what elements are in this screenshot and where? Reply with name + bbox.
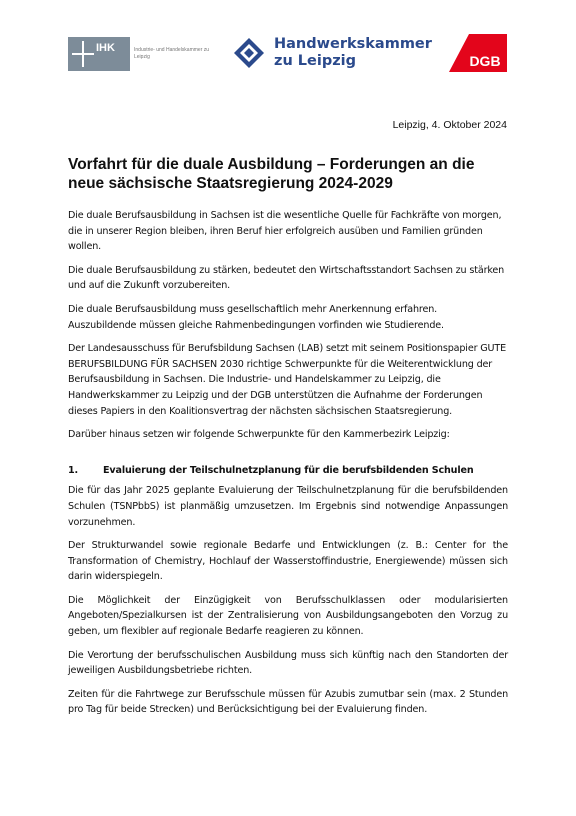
hwk-logo (234, 36, 432, 70)
letterhead (0, 0, 576, 80)
intro-paragraph-5: Darüber hinaus setzen wir folgende Schwerpunkte für den Kammerbezirk Leipzig: (68, 429, 450, 441)
title-line-2: neue sächsische Staatsregierung 2024-2029 (68, 175, 393, 192)
ihk-logo (68, 37, 214, 71)
section-1-paragraph-5: Zeiten für die Fahrtwege zur Berufsschule müssen für Azubis zumutbar sein (max. 2 Stunden pro Tag für beide Strecken) und Berücksichtigung bei der Evaluierung finden. (68, 688, 508, 716)
dgb-logo (449, 34, 507, 72)
letter-date: Leipzig, 4. Oktober 2024 (392, 119, 507, 131)
title-line-1: Vorfahrt für die duale Ausbildung – Forderungen an die (68, 156, 475, 173)
intro-paragraph-2: Die duale Berufsausbildung zu stärken, bedeutet den Wirtschaftsstandort Sachsen zu stärken und auf die Zukunft vorzubereiten. (68, 264, 505, 292)
ihk-name: Industrie- und Handelskammer zu Leipzig (134, 47, 210, 60)
section-1-paragraph-2: Der Strukturwandel sowie regionale Bedarfe und Entwicklungen (z. B.: Center for the Transformation of Chemistry, Hochlauf der Wasserstoffindustrie, Energiewende) müssen sich darin widerspiegeln. (68, 540, 508, 583)
hwk-diamond-icon (234, 38, 264, 68)
section-1-paragraph-3: Die Möglichkeit der Einzügigkeit von Berufsschulklassen oder modularisierten Angeboten/Spezialkursen ist der Zentralisierung von Ausbildungsangeboten den Vorzug zu geben, um flexibler auf regionale Bedarfe reagieren zu können. (68, 594, 508, 638)
intro-paragraph-1: Die duale Berufsausbildung in Sachsen ist die wesentliche Quelle für Fachkräfte von morgen, die in unserer Region bleiben, ihren Beruf hier erfolgreich ausüben und Familien gründen wollen. (68, 210, 502, 253)
section-1-heading (68, 463, 508, 479)
ihk-mark (68, 37, 130, 71)
document-title (68, 155, 518, 193)
section-number: 1. (68, 464, 79, 476)
intro-paragraph-3: Die duale Berufsausbildung muss gesellschaftlich mehr Anerkennung erfahren. Auszubildende müssen gleiche Rahmenbedingungen vorfinden wie Studierende. (68, 303, 444, 331)
ihk-mark-label: IHK (96, 42, 115, 54)
section-1-paragraph-4: Die Verortung der berufsschulischen Ausbildung muss sich künftig nach den Standorten der jeweiligen Ausbildungsbetriebe richten. (68, 649, 508, 677)
intro-paragraph-4: Der Landesausschuss für Berufsbildung Sachsen (LAB) setzt mit seinem Positionspapier GUTE BERUFSBILDUNG FÜR SACHSEN 2030 richtige Schwerpunkte für die Weiterentwicklung der Berufsausbildung in Sachsen. Die Industrie- und Handelskammer zu Leipzig, die Handwerkskammer zu Leipzig und der DGB unterstützen die Aufnahme der Forderungen dieses Papiers in den Koalitionsvertrag der nächsten sächsischen Staatsregierung. (68, 343, 507, 417)
section-title: Evaluierung der Teilschulnetzplanung für die berufsbildenden Schulen (103, 464, 474, 476)
hwk-name-line2: zu Leipzig (274, 53, 357, 69)
document-body (68, 208, 508, 726)
hwk-name-line1: Handwerkskammer (274, 36, 432, 52)
section-1-paragraph-1: Die für das Jahr 2025 geplante Evaluierung der Teilschulnetzplanung für die berufsbildenden Schulen (TSNPbbS) ist planmäßig umzusetzen. Im Ergebnis sind notwendige Anpassungen vorzunehmen. (68, 485, 508, 528)
dgb-logo-label: DGB (469, 53, 501, 69)
